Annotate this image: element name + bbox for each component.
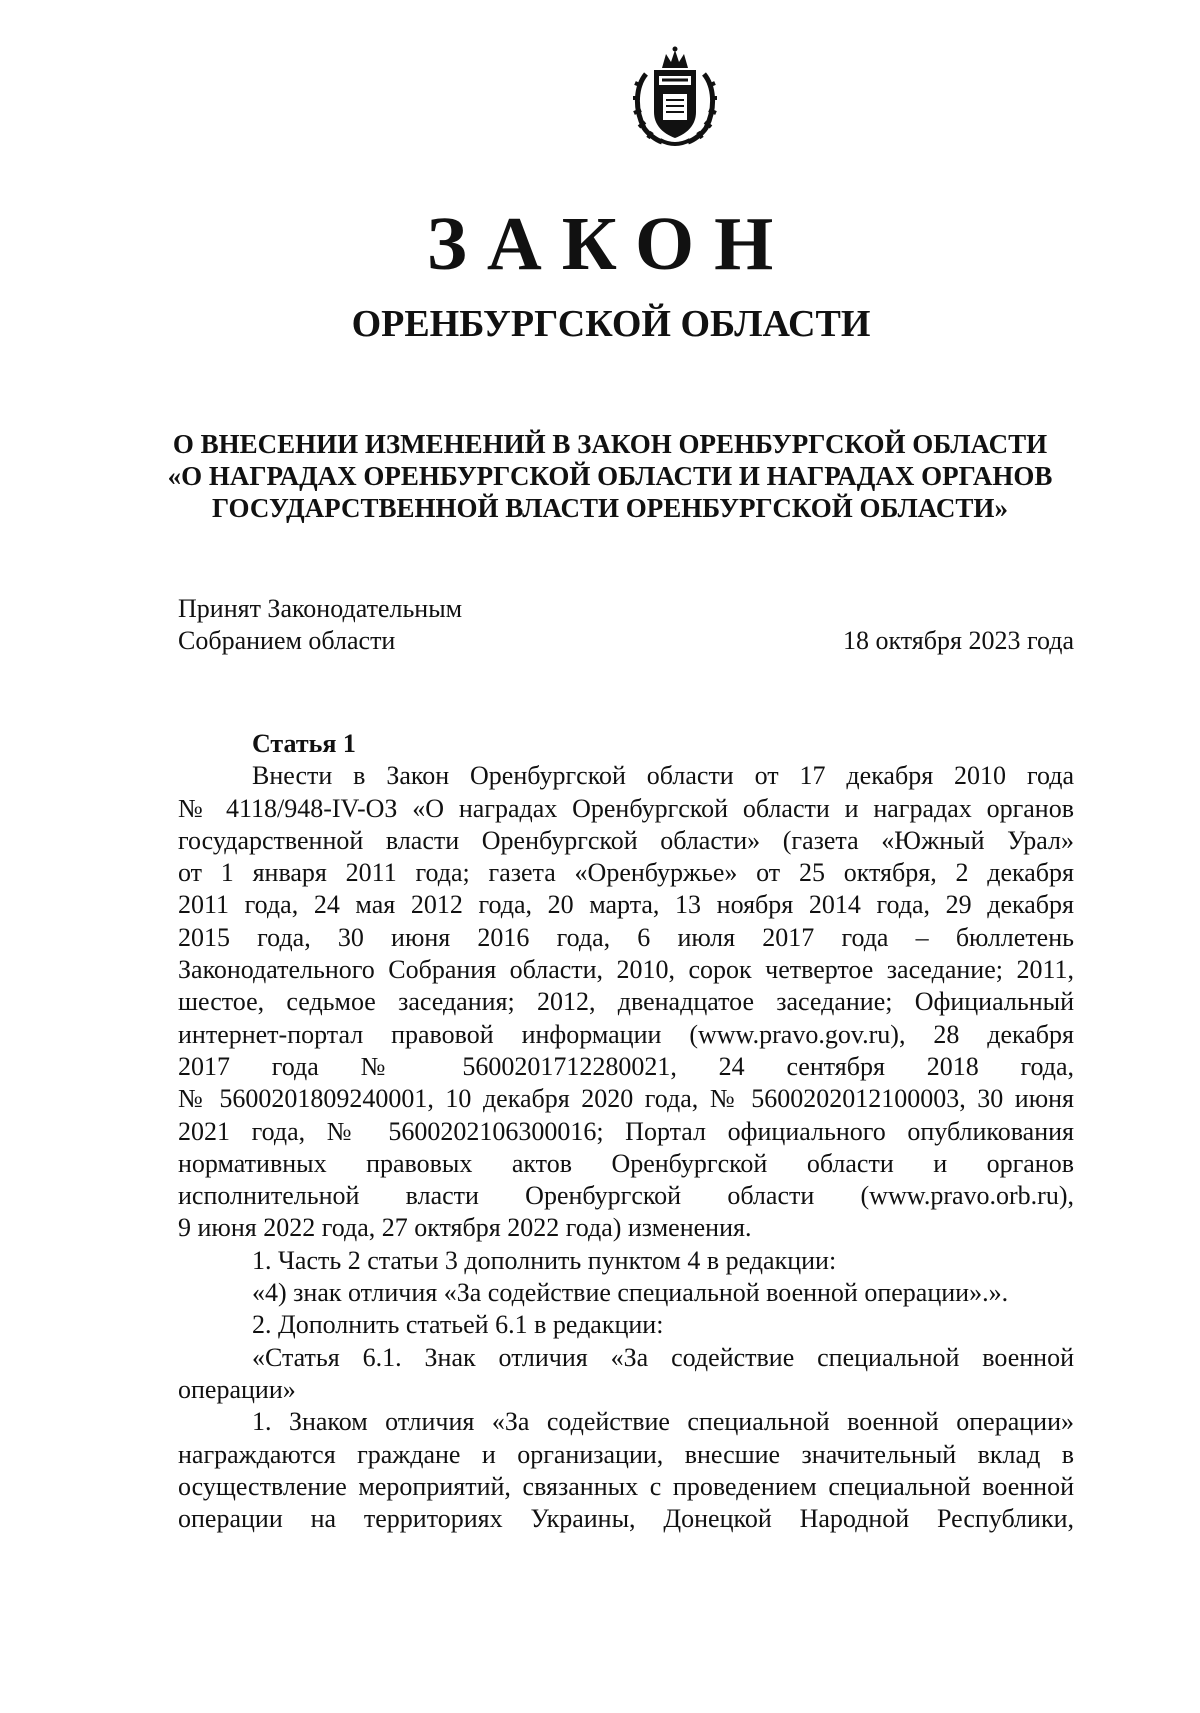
subject-line: ГОСУДАРСТВЕННОЙ ВЛАСТИ ОРЕНБУРГСКОЙ ОБЛАСТИ» (212, 493, 1008, 523)
text-line: № 5600201809240001, 10 декабря 2020 года, № 5600202012100003, 30 июня (178, 1084, 1074, 1114)
adoption-line: Принят Законодательным (178, 594, 463, 623)
region-title: ОРЕНБУРГСКОЙ ОБЛАСТИ (351, 303, 871, 345)
text-line: 2015 года, 30 июня 2016 года, 6 июля 2017 года – бюллетень (178, 922, 1074, 952)
text-line: 1. Знаком отличия «За содействие специальной военной операции» (252, 1407, 1074, 1437)
law-subject (150, 428, 1070, 524)
text-line: Законодательного Собрания области, 2010, сорок четвертое заседание; 2011, (178, 955, 1074, 985)
text-line: 2021 года, № 5600202106300016; Портал официального опубликования (178, 1116, 1074, 1146)
adoption-line: Собранием области (178, 626, 396, 655)
text-line: «Статья 6.1. Знак отличия «За содействие специальной военной (252, 1342, 1074, 1372)
text-line: 2011 года, 24 мая 2012 года, 20 марта, 13 ноября 2014 года, 29 декабря (178, 890, 1074, 920)
text-line: осуществление мероприятий, связанных с проведением специальной военной (178, 1471, 1074, 1501)
text-line: 2. Дополнить статьей 6.1 в редакции: (252, 1310, 664, 1340)
subject-line: «О НАГРАДАХ ОРЕНБУРГСКОЙ ОБЛАСТИ И НАГРАДАХ ОРГАНОВ (167, 461, 1053, 491)
text-line: государственной власти Оренбургской области» (газета «Южный Урал» (178, 825, 1074, 855)
law-title: ЗАКОН (426, 202, 794, 286)
subject-line: О ВНЕСЕНИИ ИЗМЕНЕНИЙ В ЗАКОН ОРЕНБУРГСКОЙ ОБЛАСТИ (172, 429, 1048, 459)
text-line: операции на территориях Украины, Донецкой Народной Республики, (178, 1504, 1074, 1534)
text-line: исполнительной власти Оренбургской области (www.pravo.orb.ru), (178, 1181, 1074, 1211)
orenburg-coat-of-arms-icon (632, 46, 718, 148)
article-1 (178, 728, 1074, 1535)
adoption-date: 18 октября 2023 года (843, 626, 1074, 655)
text-line: «4) знак отличия «За содействие специальной военной операции».». (252, 1278, 1009, 1308)
article-heading: Статья 1 (252, 729, 356, 758)
adoption-statement (178, 593, 462, 657)
text-line: операции» (178, 1374, 296, 1404)
text-line: Внести в Закон Оренбургской области от 17 декабря 2010 года (252, 761, 1074, 791)
text-line: от 1 января 2011 года; газета «Оренбуржье» от 25 октября, 2 декабря (178, 858, 1074, 888)
text-line: № 4118/948-IV-ОЗ «О наградах Оренбургской области и наградах органов (178, 793, 1074, 823)
text-line: награждаются граждане и организации, внесшие значительный вклад в (178, 1439, 1074, 1469)
text-line: 2017 года № 5600201712280021, 24 сентября 2018 года, (178, 1051, 1074, 1081)
text-line: шестое, седьмое заседания; 2012, двенадцатое заседание; Официальный (178, 987, 1074, 1017)
text-line: интернет-портал правовой информации (www.pravo.gov.ru), 28 декабря (178, 1019, 1074, 1049)
text-line: 9 июня 2022 года, 27 октября 2022 года) изменения. (178, 1213, 752, 1243)
text-line: нормативных правовых актов Оренбургской области и органов (178, 1148, 1074, 1178)
text-line: 1. Часть 2 статьи 3 дополнить пунктом 4 в редакции: (252, 1245, 837, 1275)
